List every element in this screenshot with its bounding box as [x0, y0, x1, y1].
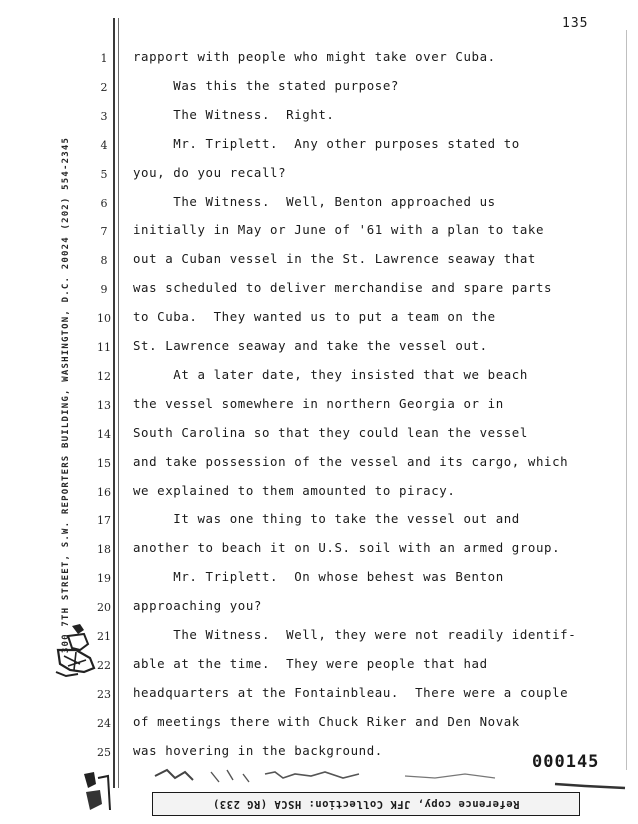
transcript-line: approaching you? — [133, 598, 262, 614]
transcript-line: Was this the stated purpose? — [133, 77, 399, 93]
line-number: 11 — [97, 341, 111, 354]
corner-scan-mark-icon — [82, 770, 112, 814]
line-number: 14 — [97, 427, 111, 441]
line-number: 6 — [100, 196, 108, 210]
line-number: 10 — [97, 312, 111, 326]
transcript-line: Mr. Triplett. On whose behest was Benton — [133, 569, 504, 585]
transcript-line: was hovering in the background. — [133, 742, 383, 758]
line-number: 1 — [100, 52, 108, 65]
line-number: 13 — [97, 398, 111, 412]
transcript-line: of meetings there with Chuck Riker and Den Novak — [133, 713, 520, 729]
transcript-line: South Carolina so that they could lean the vessel — [133, 424, 528, 440]
line-number: 22 — [97, 658, 111, 672]
margin-rule-inner — [118, 18, 119, 788]
transcript-line: you, do you recall? — [133, 164, 287, 180]
line-number: 19 — [97, 572, 111, 586]
line-number: 24 — [97, 716, 111, 730]
line-number: 25 — [97, 745, 111, 759]
transcript-line: was scheduled to deliver merchandise and spare parts — [133, 280, 553, 296]
transcript-line: It was one thing to take the vessel out and — [133, 511, 520, 527]
transcript-line: able at the time. They were people that had — [133, 655, 488, 671]
transcript-line: rapport with people who might take over Cuba. — [133, 49, 496, 64]
transcript-line: the vessel somewhere in northern Georgia or in — [133, 395, 504, 411]
right-margin-rule — [626, 30, 627, 770]
transcript-line: Mr. Triplett. Any other purposes stated to — [133, 135, 520, 151]
transcript-line: out a Cuban vessel in the St. Lawrence seaway that — [133, 251, 536, 267]
line-number: 18 — [97, 543, 111, 557]
line-number: 20 — [97, 601, 111, 615]
line-number: 16 — [97, 485, 111, 499]
line-number: 7 — [100, 225, 108, 239]
line-number: 17 — [97, 514, 111, 528]
transcript-line: and take possession of the vessel and its cargo, which — [133, 453, 569, 469]
line-number: 2 — [100, 80, 108, 94]
transcript-line: headquarters at the Fontainbleau. There were a couple — [133, 684, 569, 700]
line-number: 4 — [100, 138, 108, 152]
line-number: 3 — [100, 109, 108, 123]
page-number: 135 — [562, 16, 589, 31]
line-number: 5 — [100, 167, 108, 181]
transcript-line: The Witness. Well, Benton approached us — [133, 193, 496, 209]
transcript-line: The Witness. Right. — [133, 106, 335, 122]
transcript-line: initially in May or June of '61 with a plan to take — [133, 222, 545, 238]
transcript-line: The Witness. Well, they were not readily identif- — [133, 627, 577, 642]
reporter-address: 300 7TH STREET, S.W. REPORTERS BUILDING, WASHINGTON, D.C. 20024 (202) 554-2345 — [61, 136, 71, 654]
line-number: 12 — [97, 369, 111, 383]
transcript-line: we explained to them amounted to piracy. — [133, 482, 456, 498]
line-number: 9 — [100, 283, 108, 297]
document-id: 000145 — [532, 752, 600, 772]
transcript-line: At a later date, they insisted that we beach — [133, 366, 528, 382]
line-number: 23 — [97, 687, 111, 701]
reference-stamp: Reference copy, JFK Collection: HSCA (RG 233) — [152, 792, 580, 816]
transcript-line: St. Lawrence seaway and take the vessel out. — [133, 338, 488, 353]
line-number: 15 — [97, 456, 111, 470]
line-number: 8 — [100, 254, 108, 268]
transcript-line: another to beach it on U.S. soil with an armed group. — [133, 540, 561, 556]
transcript-line: to Cuba. They wanted us to put a team on the — [133, 309, 496, 325]
line-number: 21 — [97, 630, 111, 643]
